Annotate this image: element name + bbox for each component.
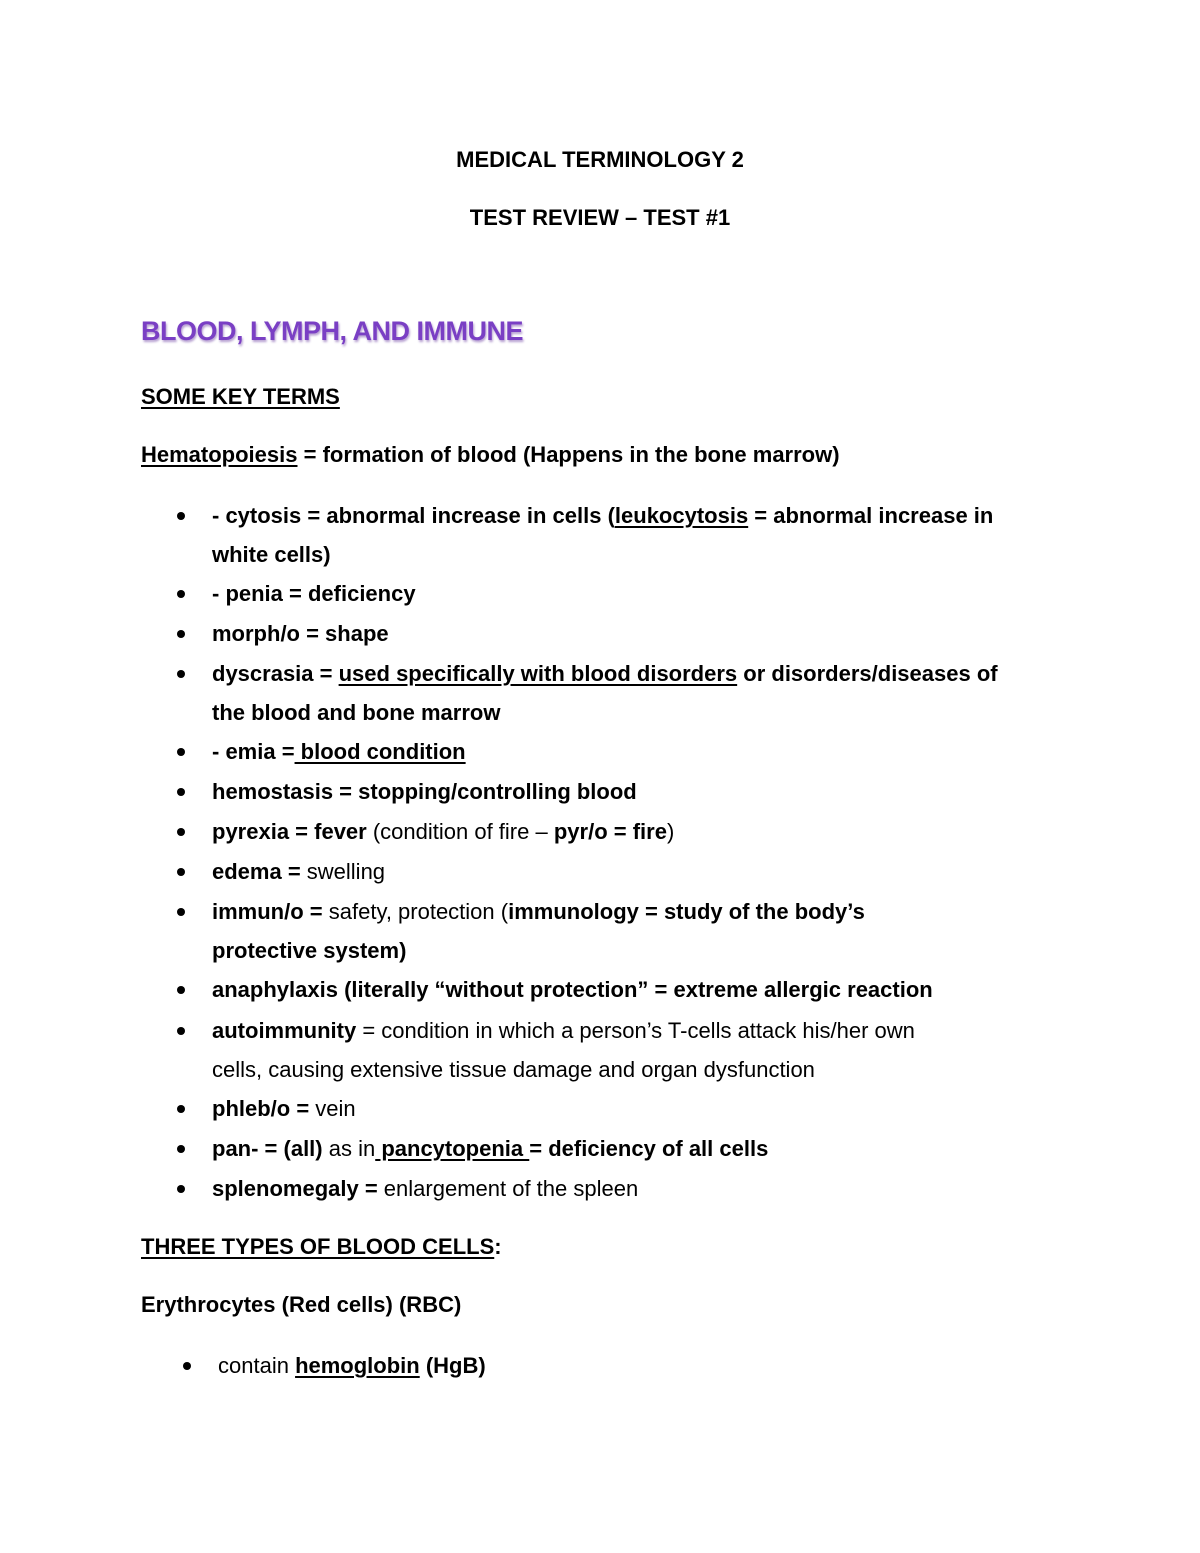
term-text: contain	[218, 1353, 296, 1378]
section-heading: BLOOD, LYMPH, AND IMMUNE	[141, 316, 524, 346]
document-title: MEDICAL TERMINOLOGY 2	[456, 147, 744, 172]
bullet-icon	[177, 1185, 185, 1193]
key-terms-label	[141, 382, 340, 412]
list-item-text	[212, 971, 1072, 1010]
bullet-icon	[177, 748, 185, 756]
list-item-text	[218, 1347, 1078, 1386]
list-item-text	[212, 733, 1072, 772]
term-text: - emia =	[212, 739, 295, 764]
term-text: autoimmunity	[212, 1018, 357, 1043]
term-text: hemostasis = stopping/controlling blood	[212, 779, 637, 804]
list-item-text	[212, 1090, 1072, 1129]
term-text: (HgB)	[419, 1353, 486, 1378]
underlined-term: leukocytosis	[614, 503, 749, 528]
blood-cells-label	[141, 1232, 502, 1262]
list-item-text	[212, 773, 1072, 812]
term-text: pyrexia = fever	[212, 819, 367, 844]
bullet-icon	[177, 908, 185, 916]
erythrocytes-heading: Erythrocytes (Red cells) (RBC)	[141, 1292, 462, 1317]
term-text: (condition of fire –	[366, 819, 554, 844]
term-text: splenomegaly =	[212, 1176, 384, 1201]
term-text: enlargement of the spleen	[383, 1176, 639, 1201]
bullet-icon	[177, 1105, 185, 1113]
term-text: pan- = (all)	[212, 1136, 323, 1161]
underlined-term: used specifically with blood disorders	[338, 661, 738, 686]
bullet-icon	[177, 986, 185, 994]
hematopoiesis-term: Hematopoiesis	[141, 442, 298, 467]
underlined-term: hemoglobin	[295, 1353, 420, 1378]
term-text: morph/o = shape	[212, 621, 389, 646]
list-item-text	[212, 853, 1072, 892]
term-text: edema =	[212, 859, 307, 884]
term-text: safety, protection (	[328, 899, 509, 924]
term-text: swelling	[306, 859, 386, 884]
term-text: phleb/o =	[212, 1096, 316, 1121]
hematopoiesis-line	[141, 440, 840, 470]
list-item-text	[212, 655, 1072, 732]
term-text: protective system)	[212, 937, 407, 963]
list-item-text	[212, 893, 1072, 970]
term-text: dyscrasia =	[212, 661, 339, 686]
term-text: pyr/o = fire	[553, 819, 667, 844]
key-terms-label-text: SOME KEY TERMS	[141, 384, 340, 409]
list-item-text	[212, 575, 1072, 614]
list-item-text	[212, 615, 1072, 654]
bullet-icon	[177, 1027, 185, 1035]
bullet-icon	[177, 868, 185, 876]
term-text: immun/o =	[212, 899, 329, 924]
bullet-icon	[177, 590, 185, 598]
term-text: cells, causing extensive tissue damage and organ dysfunction	[212, 1056, 815, 1082]
list-item-text	[212, 813, 1072, 852]
bullet-icon	[177, 1145, 185, 1153]
term-text: or disorders/diseases of	[737, 661, 998, 686]
bullet-icon	[183, 1362, 191, 1370]
list-item-text	[212, 1012, 1072, 1089]
term-text: - penia = deficiency	[212, 581, 416, 606]
underlined-term: blood condition	[294, 739, 466, 764]
document-subtitle: TEST REVIEW – TEST #1	[469, 205, 731, 230]
blood-cells-label-text: THREE TYPES OF BLOOD CELLS	[141, 1234, 495, 1259]
bullet-icon	[177, 512, 185, 520]
term-text: immunology = study of the body’s	[508, 899, 865, 924]
bullet-icon	[177, 788, 185, 796]
blood-cells-label-suffix: :	[494, 1234, 502, 1259]
term-text: - cytosis = abnormal increase in cells (	[212, 503, 615, 528]
term-text: anaphylaxis (literally “without protection” = extreme allergic reaction	[212, 977, 933, 1002]
term-text: = deficiency of all cells	[529, 1136, 769, 1161]
hematopoiesis-definition: = formation of blood (Happens in the bone marrow)	[297, 442, 840, 467]
term-text: = abnormal increase in	[748, 503, 994, 528]
term-text: )	[666, 819, 675, 844]
term-text: white cells)	[212, 541, 331, 567]
bullet-icon	[177, 670, 185, 678]
bullet-icon	[177, 630, 185, 638]
term-text: = condition in which a person’s T-cells attack his/her own	[356, 1018, 915, 1043]
underlined-term: pancytopenia	[375, 1136, 530, 1161]
term-text: vein	[315, 1096, 356, 1121]
list-item-text	[212, 1170, 1072, 1209]
term-text: the blood and bone marrow	[212, 699, 501, 725]
term-text: as in	[322, 1136, 376, 1161]
list-item-text	[212, 497, 1072, 574]
bullet-icon	[177, 828, 185, 836]
list-item-text	[212, 1130, 1072, 1169]
